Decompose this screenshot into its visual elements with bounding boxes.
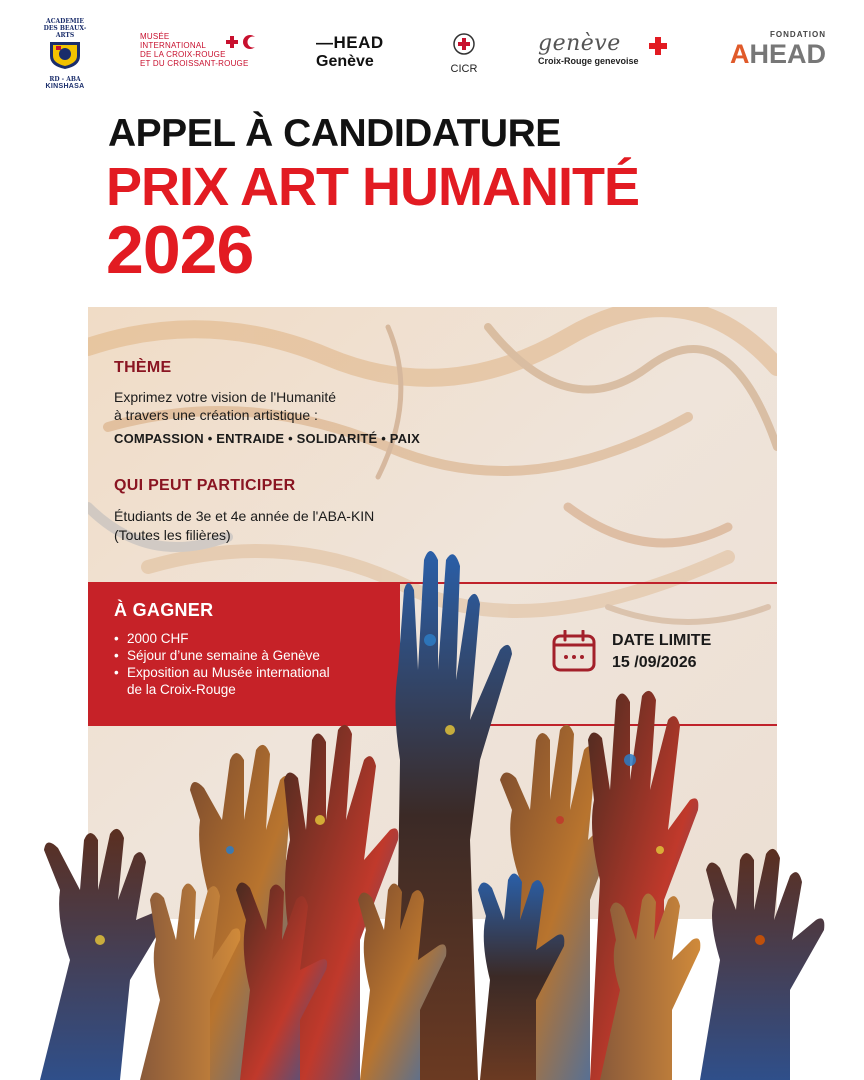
eligibility-heading: QUI PEUT PARTICIPER: [114, 477, 296, 494]
cicr-logo: [444, 33, 484, 77]
red-cross-emblem-icon: [453, 33, 475, 55]
prize-item: • 2000 CHF: [114, 630, 330, 647]
deadline-date: 15 /09/2026: [612, 654, 697, 671]
head-logo-line-1: —HEAD: [316, 33, 384, 52]
fondation-label: FONDATION: [770, 30, 826, 39]
micr-line-1: MUSÉE: [140, 32, 170, 41]
eligibility-line-2: (Toutes les filières): [114, 527, 231, 543]
geneve-sub: Croix-Rouge genevoise: [538, 56, 639, 66]
head-logo-line-2: Genève: [316, 53, 374, 70]
head-geneve-logo: [316, 34, 396, 78]
micr-line-2: INTERNATIONAL: [140, 41, 207, 50]
hand-right-3: [700, 849, 824, 1080]
eligibility-line-1: Étudiants de 3e et 4e année de l'ABA-KIN: [114, 508, 375, 524]
geneve-script: genève: [538, 31, 621, 56]
cross-crescent-icon: [226, 34, 266, 50]
aba-logo-sub: RD - ABA: [49, 76, 81, 83]
prize-year: 2026: [106, 212, 254, 288]
partner-logos: [0, 0, 864, 90]
theme-values: COMPASSION • ENTRAIDE • SOLIDARITÉ • PAIX: [114, 431, 420, 446]
theme-line-1: Exprimez votre vision de l'Humanité: [114, 389, 337, 405]
micr-line-3: DE LA CROIX-ROUGE: [140, 50, 226, 59]
red-cross-icon: [648, 36, 668, 56]
aba-kinshasa-logo: [40, 18, 90, 90]
theme-heading: THÈME: [114, 359, 172, 376]
prize-item: • Exposition au Musée international: [114, 664, 330, 681]
prizes-heading: À GAGNER: [114, 600, 214, 620]
prize-item: • Séjour d’une semaine à Genève: [114, 647, 330, 664]
deadline-label: DATE LIMITE: [612, 632, 712, 649]
aba-logo-title: ACADEMIE DES BEAUX-ARTS: [43, 18, 87, 39]
micr-line-4: ET DU CROISSANT-ROUGE: [140, 59, 249, 68]
fondation-head-wordmark: AHEAD: [729, 39, 826, 69]
theme-line-2: à travers une création artistique :: [114, 407, 318, 423]
fondation-head-logo: [726, 30, 826, 74]
hand-left-3: [40, 829, 167, 1080]
call-title: APPEL À CANDIDATURE: [108, 112, 561, 155]
croix-rouge-genevoise-logo: [538, 32, 678, 76]
cicr-label: CICR: [450, 63, 478, 75]
aba-logo-city: KINSHASA: [45, 83, 85, 90]
aba-shield-icon: [48, 40, 82, 70]
micr-logo: [140, 32, 270, 76]
prize-title: PRIX ART HUMANITÉ: [106, 157, 639, 217]
prize-item-continuation: de la Croix-Rouge: [127, 682, 236, 697]
raised-painted-hands-illustration: [0, 520, 864, 1080]
